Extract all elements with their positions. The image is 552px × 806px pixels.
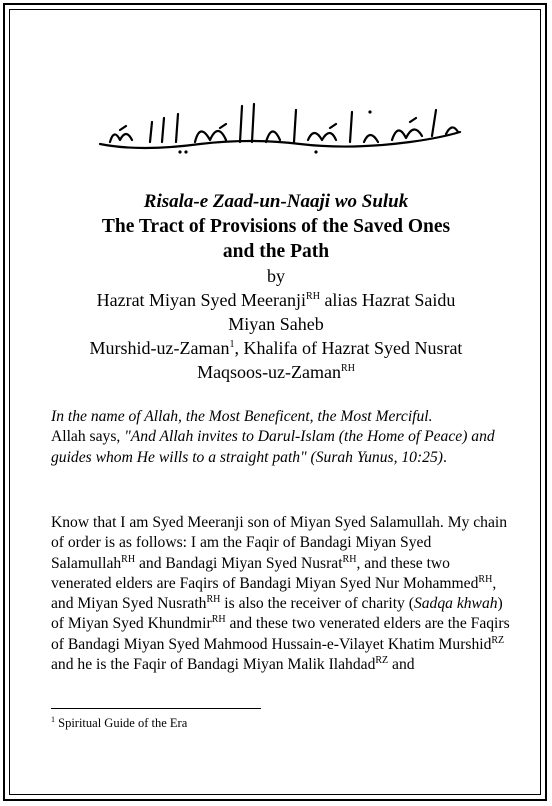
title-bold-line-2: and the Path <box>222 241 330 262</box>
author-line-1: Hazrat Miyan Syed Meeranji$^{RH}$ alias Hazrat Saidu <box>96 290 456 310</box>
title-italic: Risala-e Zaad-un-Naaji wo Suluk <box>143 191 409 212</box>
author-line-3: Murshid-uz-Zaman$^1$, Khalifa of Hazrat Syed Nusrat <box>89 338 463 358</box>
author-line-2: Miyan Saheb <box>228 314 324 334</box>
basmala-calligraphy <box>80 92 480 158</box>
author-line-4: Maqsoos-uz-Zaman$^{RH}$ <box>197 362 355 382</box>
title-bold-line-1: The Tract of Provisions of the Saved Ones <box>101 216 451 237</box>
invocation-paragraph: In the name of Allah, the Most Beneficent, the Most Merciful. Allah says, "And Allah invites to Darul-Islam (the Home of Peace) and guides whom He wills to a straight path" (Surah Yunus, 10:25). <box>51 408 495 466</box>
footnote-separator <box>51 708 261 709</box>
chain-of-order-paragraph: Know that I am Syed Meeranji son of Miyan Syed Salamullah. My chain of order is as follows: I am the Faqir of Bandagi Miyan Syed Salamullah$^{RH}$ and Bandagi Miyan Syed Nusrat$^{RH}$, and these two venerated elders are Faqirs of Bandagi Miyan Syed Nur Mohammed$^{RH}$, and Miyan Syed Nusrath$^{RH}$ is also the receiver of charity (Sadqa khwah) of Miyan Syed Khundmir$^{RH}$ and these two venerated elders are the Faqirs of Bandagi Miyan Syed Mahmood Hussain-e-Vilayet Khatim Murshid$^{RZ}$ and he is the Faqir of Bandagi Miyan Malik Ilahdad$^{RZ}$ and <box>51 514 510 674</box>
title-block <box>20 190 532 384</box>
footnote: $^1$ Spiritual Guide of the Era <box>51 714 188 730</box>
by-line: by <box>267 266 285 286</box>
